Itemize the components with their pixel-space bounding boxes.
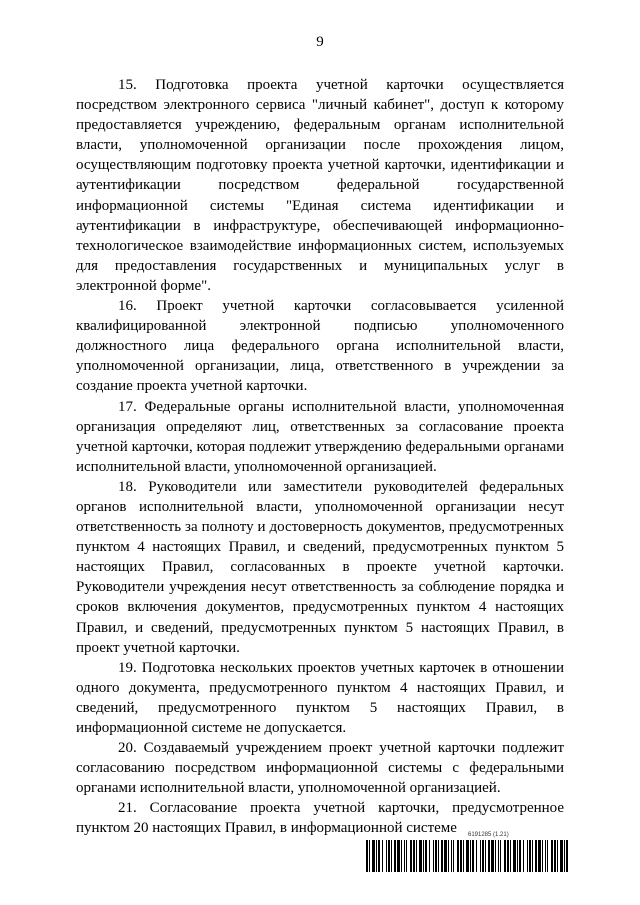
paragraph-19: 19. Подготовка нескольких проектов учетных карточек в отношении одного документа, предусмотренного пунктом 4 настоящих Правил, и сведений, предусмотренного пунктом 5 настоящих Правил, в информационной системе не допускается. bbox=[76, 659, 564, 736]
paragraph-21: 21. Согласование проекта учетной карточки, предусмотренное пунктом 20 настоящих Правил, в информационной системе bbox=[76, 800, 564, 837]
barcode-code: 6191285 (1.21) bbox=[468, 832, 509, 838]
paragraph-15: 15. Подготовка проекта учетной карточки осуществляется посредством электронного сервиса "личный кабинет", доступ к которому предоставляется учреждению, федеральным органам исполнительной власти, уполномоченной организации после прохождения лицом, осуществляющим подготовку проекта учетной карточки, идентификации и аутентификации посредством федеральной государственной информационной системы "Единая система идентификации и аутентификации в инфраструктуре, обеспечивающей информационно-технологическое взаимодействие информационных систем, используемых для предоставления государственных и муниципальных услуг в электронной форме". bbox=[76, 77, 564, 294]
paragraph-20: 20. Создаваемый учреждением проект учетной карточки подлежит согласованию посредством информационной системы с федеральными органами исполнительной власти, уполномоченной организацией. bbox=[76, 740, 564, 797]
barcode-icon bbox=[366, 840, 570, 872]
paragraph-16: 16. Проект учетной карточки согласовывается усиленной квалифицированной электронной подписью уполномоченного должностного лица федерального органа исполнительной власти, уполномоченной организации, лица, ответственного в учреждении за создание проекта учетной карточки. bbox=[76, 298, 564, 395]
page-number: 9 bbox=[316, 34, 324, 50]
paragraph-17: 17. Федеральные органы исполнительной власти, уполномоченная организация определяют лиц, ответственных за согласование проекта учетной карточки, которая подлежит утверждению федеральными органами исполнительной власти, уполномоченной организацией. bbox=[76, 398, 564, 475]
body-text bbox=[76, 75, 564, 839]
paragraph-18: 18. Руководители или заместители руководителей федеральных органов исполнительной власти, уполномоченной организации несут ответственность за полноту и достоверность документов, предусмотренных пунктом 4 настоящих Правил, и сведений, предусмотренных пунктом 5 настоящих Правил, согласованных в проекте учетной карточки. Руководители учреждения несут ответственность за соблюдение порядка и сроков включения документов, предусмотренных пунктом 4 настоящих Правил, и сведений, предусмотренных пунктом 5 настоящих Правил, в проект учетной карточки. bbox=[76, 478, 564, 656]
